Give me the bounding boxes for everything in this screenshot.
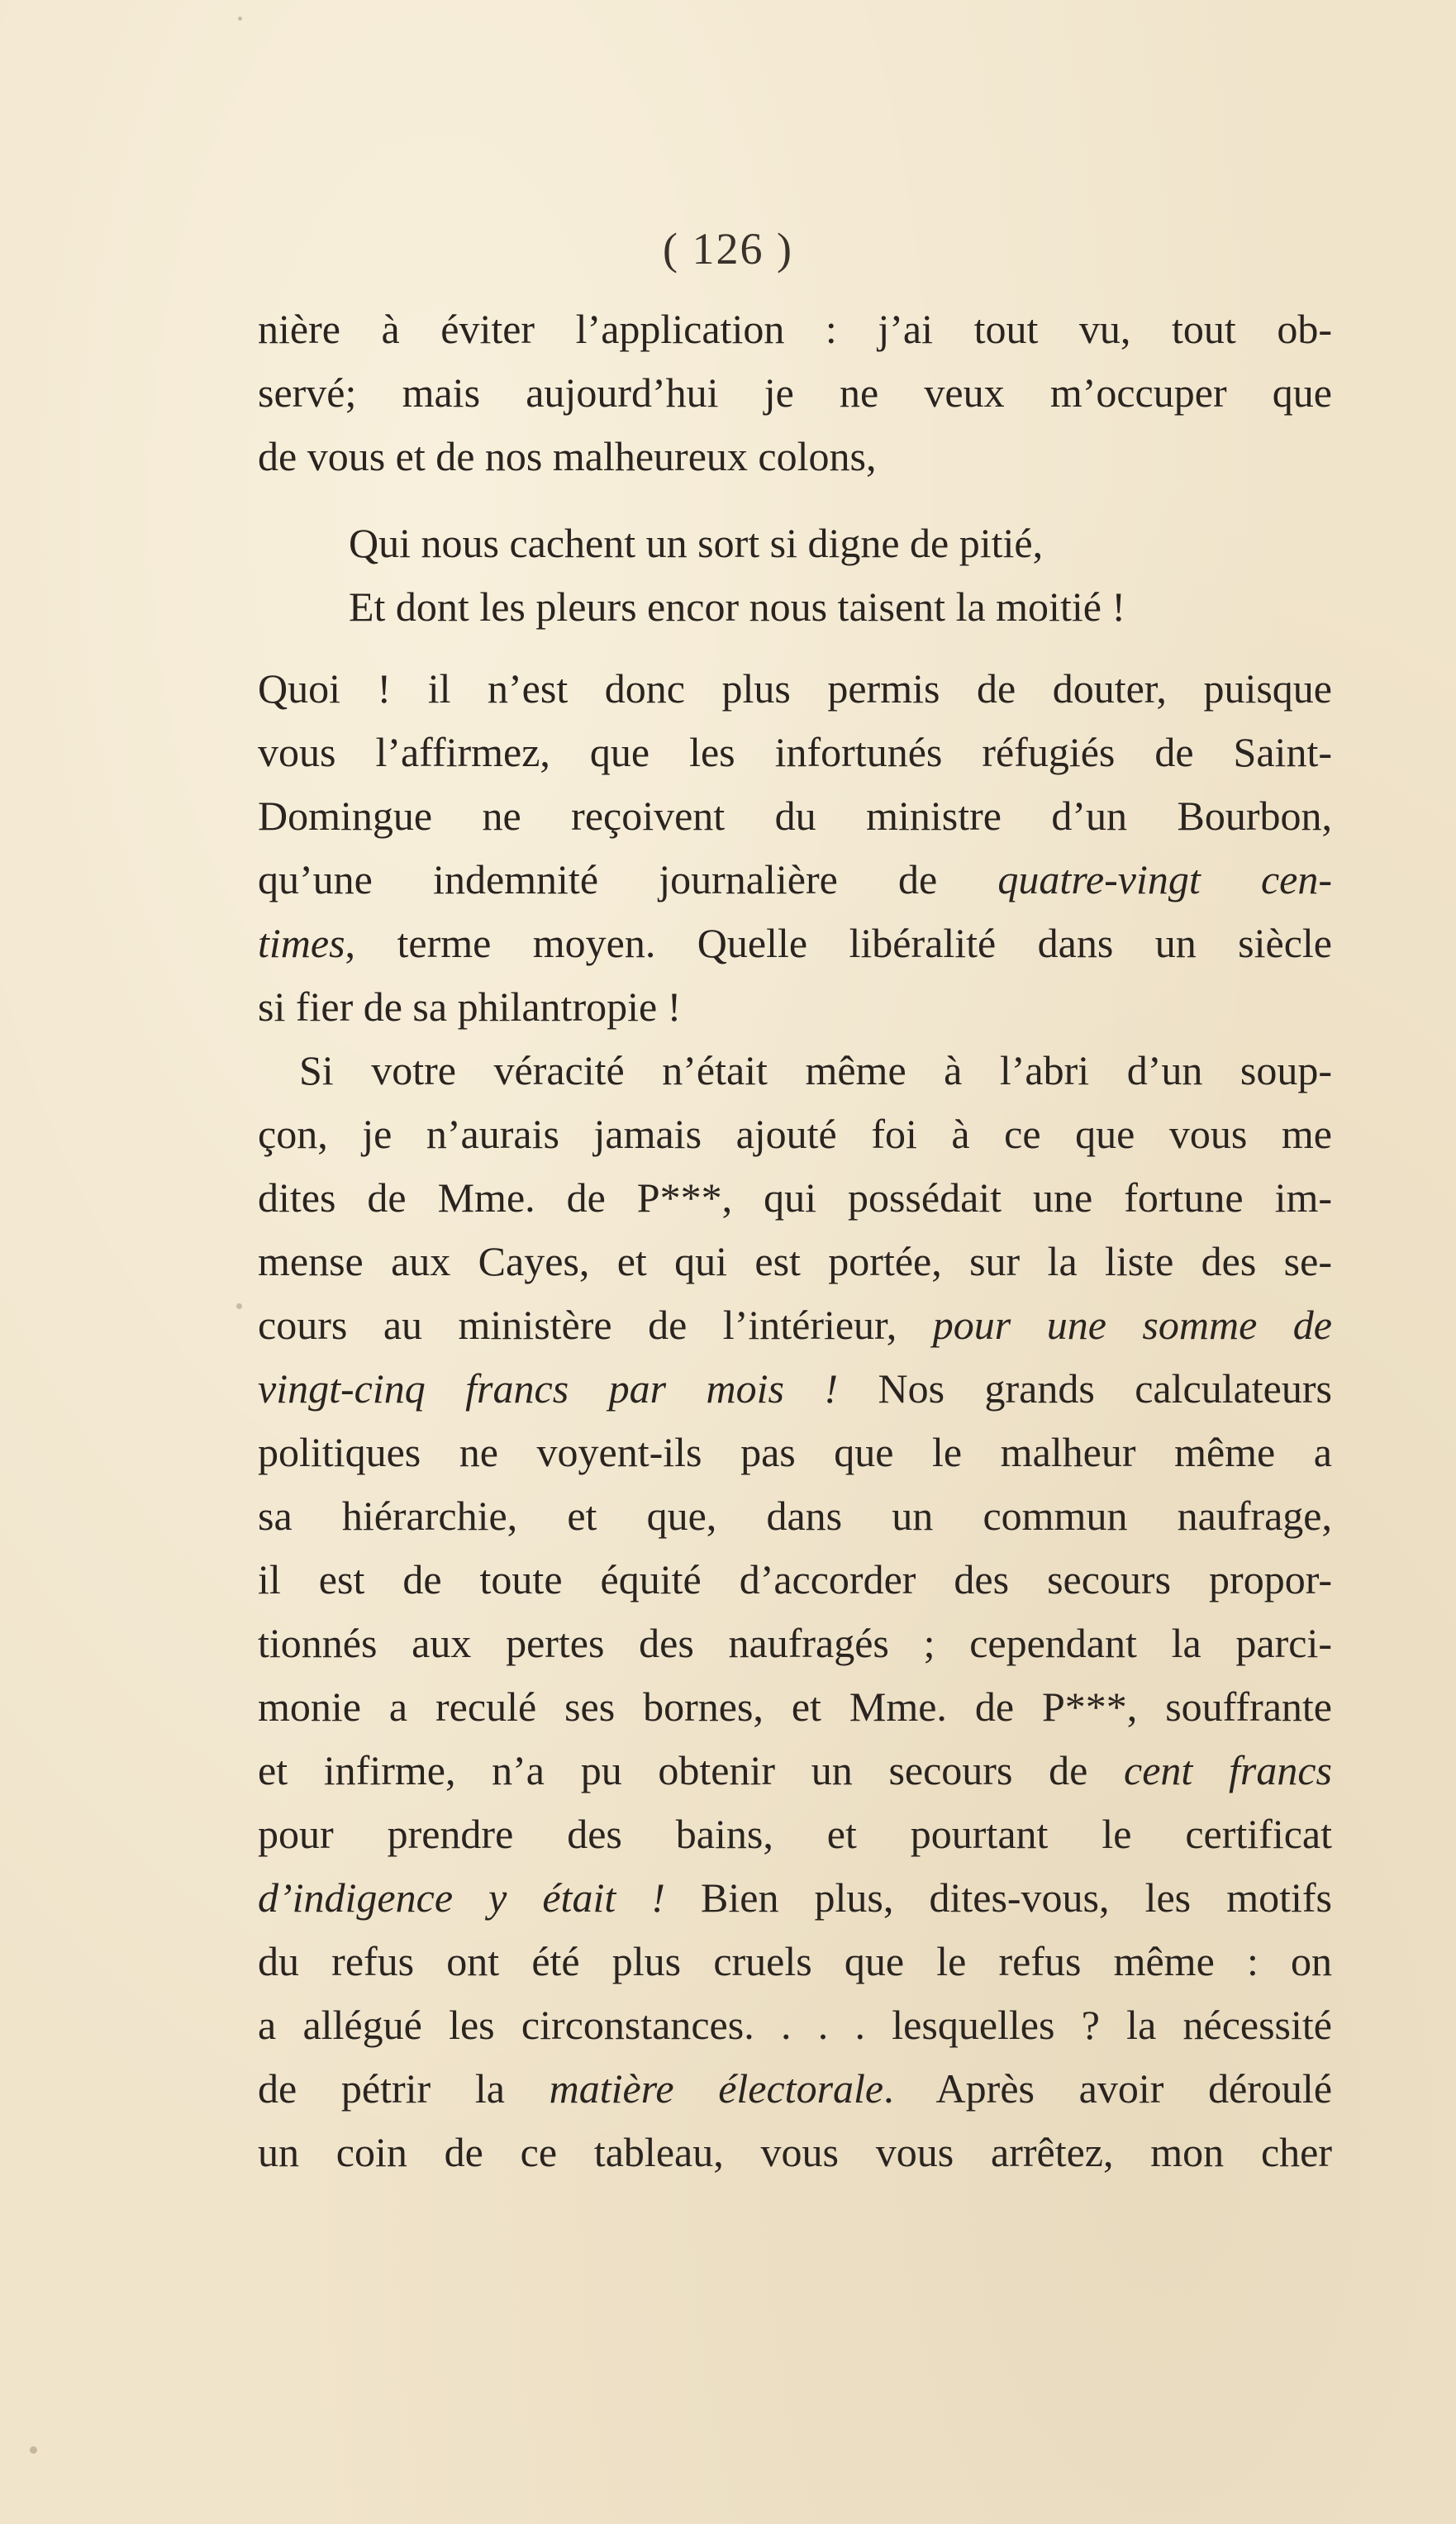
text-line: mense aux Cayes, et qui est portée, sur la liste des se- <box>258 1238 1332 1284</box>
text-line <box>258 1739 1332 1803</box>
italic-run: matière électorale <box>549 2065 884 2112</box>
text-line: du refus ont été plus cruels que le refus même : on <box>258 1938 1332 1984</box>
text-line: a allégué les circonstances. . . . lesquelles ? la nécessité <box>258 2002 1332 2048</box>
text-run: cours au ministère de l’intérieur, <box>258 1302 933 1348</box>
text-line: çon, je n’aurais jamais ajouté foi à ce que vous me <box>258 1111 1332 1157</box>
text-line: dites de Mme. de P***, qui possédait une fortune im- <box>258 1174 1332 1221</box>
italic-run: quatre-vingt cen- <box>997 856 1332 902</box>
body-text <box>258 298 1332 2184</box>
text-run: , terme moyen. Quelle libéralité dans un siècle <box>345 920 1332 966</box>
text-line <box>258 1866 1332 1930</box>
text-line: vous l’affirmez, que les infortunés réfugiés de Saint- <box>258 729 1332 775</box>
page-number: ( 126 ) <box>663 224 793 274</box>
text-run: Bien plus, dites-vous, les motifs <box>664 1874 1332 1921</box>
text-line <box>258 2057 1332 2121</box>
text-line: sa hiérarchie, et que, dans un commun naufrage, <box>258 1493 1332 1539</box>
text-line: nière à éviter l’application : j’ai tout vu, tout ob- <box>258 306 1332 352</box>
text-line <box>258 1357 1332 1421</box>
text-line: si fier de sa philantropie ! <box>258 983 682 1030</box>
text-line: pour prendre des bains, et pourtant le certificat <box>258 1811 1332 1857</box>
paper-speck <box>238 17 242 21</box>
text-line: servé; mais aujourd’hui je ne veux m’occuper que <box>258 369 1332 416</box>
text-line: Domingue ne reçoivent du ministre d’un Bourbon, <box>258 793 1332 839</box>
text-line: monie a reculé ses bornes, et Mme. de P***, souffrante <box>258 1683 1332 1730</box>
italic-run: times <box>258 920 345 966</box>
text-line <box>258 1293 1332 1357</box>
italic-run: d’indigence y était ! <box>258 1874 665 1921</box>
verse-line: Qui nous cachent un sort si digne de pitié, <box>349 520 1044 566</box>
text-run: de pétrir la <box>258 2065 550 2112</box>
text-line: politiques ne voyent-ils pas que le malheur même a <box>258 1429 1332 1475</box>
text-run: et infirme, n’a pu obtenir un secours de <box>258 1747 1125 1793</box>
italic-run: vingt-cinq francs par mois ! <box>258 1365 839 1412</box>
paper-speck <box>236 1303 242 1309</box>
text-line: Quoi ! il n’est donc plus permis de douter, puisque <box>258 665 1332 712</box>
verse-line: Et dont les pleurs encor nous taisent la moitié ! <box>349 583 1126 630</box>
text-run: . Après avoir déroulé <box>883 2065 1333 2112</box>
text-line: de vous et de nos malheureux colons, <box>258 433 877 479</box>
text-line: Si votre véracité n’était même à l’abri d’un soup- <box>299 1047 1332 1093</box>
italic-run: cent francs <box>1124 1747 1332 1793</box>
paper-speck <box>30 2446 37 2454</box>
italic-run: pour une somme de <box>932 1302 1332 1348</box>
text-run: qu’une indemnité journalière de <box>258 856 998 902</box>
text-line: tionnés aux pertes des naufragés ; cependant la parci- <box>258 1620 1332 1666</box>
text-line: un coin de ce tableau, vous vous arrêtez, mon cher <box>258 2129 1332 2175</box>
text-run: Nos grands calculateurs <box>838 1365 1332 1412</box>
text-line <box>258 912 1332 975</box>
text-line <box>258 848 1332 912</box>
text-line: il est de toute équité d’accorder des secours propor- <box>258 1556 1332 1603</box>
